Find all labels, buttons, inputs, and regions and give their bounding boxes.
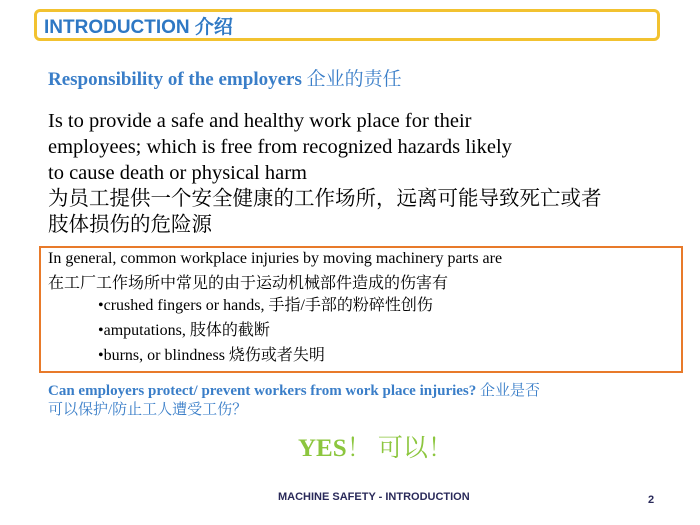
subtitle	[48, 64, 402, 91]
answer-cn: ！ 可以！	[346, 435, 453, 462]
subtitle-cn: 企业的责任	[301, 69, 402, 90]
main-paragraph	[48, 108, 688, 238]
box-intro-cn: 在工厂工作场所中常见的由于运动机械部件造成的伤害有	[48, 275, 449, 292]
answer-en: YES	[298, 435, 347, 462]
bullet-item: •burns, or blindness 烧伤或者失明	[98, 347, 325, 364]
page-number: 2	[648, 494, 655, 506]
box-intro-en: In general, common workplace injuries by moving machinery parts are	[48, 250, 503, 267]
bullet-item: •crushed fingers or hands, 手指/手部的粉碎性创伤	[98, 297, 433, 314]
question-cn-2: 可以保护/防止工人遭受工伤？	[48, 402, 248, 418]
main-line: 为员工提供一个安全健康的工作场所，远离可能导致死亡或者	[48, 188, 602, 210]
footer-title: MACHINE SAFETY - INTRODUCTION	[278, 491, 470, 503]
question-cn-1: 企业是否	[476, 383, 541, 399]
slide-title: INTRODUCTION 介绍	[44, 17, 233, 38]
question-en: Can employers protect/ prevent workers from work place injuries?	[48, 383, 477, 399]
main-line: Is to provide a safe and healthy work place for their	[48, 110, 472, 132]
question	[48, 382, 648, 420]
main-line: to cause death or physical harm	[48, 162, 308, 184]
main-line: 肢体损伤的危险源	[48, 214, 212, 236]
bullet-item: •amputations, 肢体的截断	[98, 322, 270, 339]
main-line: employees; which is free from recognized hazards likely	[48, 136, 512, 158]
answer	[298, 428, 453, 464]
subtitle-en: Responsibility of the employers	[48, 69, 302, 90]
